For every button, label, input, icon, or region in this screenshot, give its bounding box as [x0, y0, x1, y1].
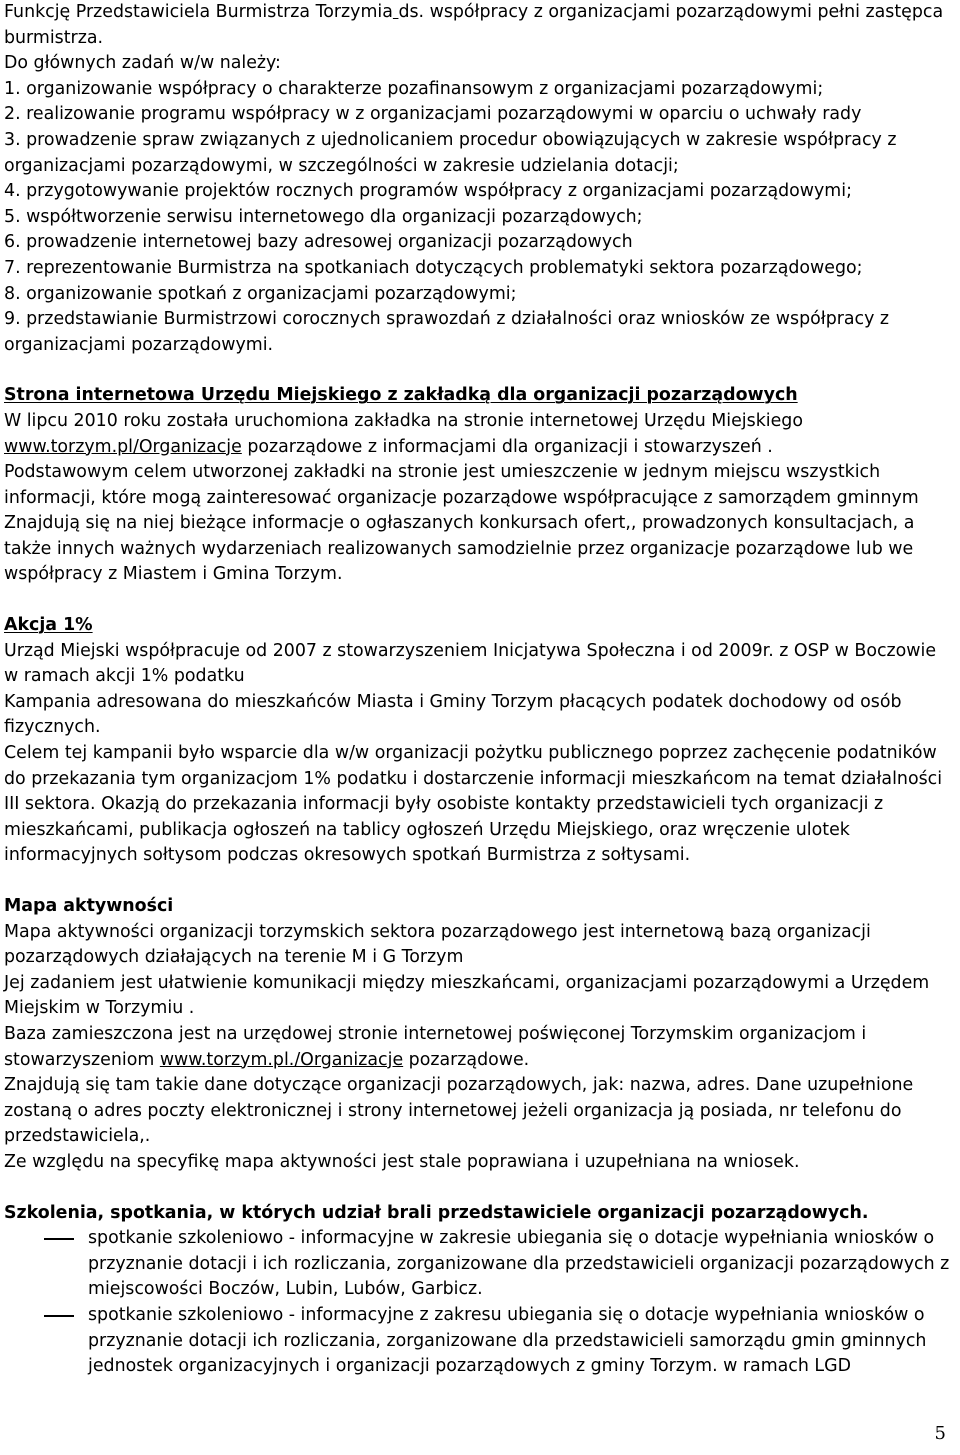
task-item-5: 5. współtworzenie serwisu internetowego dla organizacji pozarządowych;: [4, 206, 643, 227]
dash-bullet-icon: [44, 1238, 74, 1240]
intro-paragraph: [4, 0, 954, 51]
spacer: [4, 358, 954, 383]
mapa-paragraph-2: Jej zadaniem jest ułatwienie komunikacji między mieszkańcami, organizacjami pozarządowymi a Urzędem Miejskim w Torzymiu .: [4, 972, 930, 1019]
akcja-paragraph-3: Celem tej kampanii było wsparcie dla w/w organizacji pożytku publicznego poprzez zachęcenie podatników do przekazania tym organizacjom 1% podatku i dostarczenie informacji mieszkańcom na temat działalności III sektora. Okazją do przekazania informacji były osobiste kontakty przedstawicieli tych organizacji z mieszkańcami, publikacja ogłoszeń na tablicy ogłoszeń Urzędu Miejskiego, oraz wręczenie ulotek informacyjnych sołtysom podczas okresowych spotkań Burmistrza z sołtysami.: [4, 743, 943, 866]
list-item: [4, 1303, 954, 1380]
mapa-paragraph-5: Ze względu na specyfikę mapa aktywności jest stale poprawiana i uzupełniana na wniosek.: [4, 1151, 800, 1172]
task-item-2: 2. realizowanie programu współpracy w z organizacjami pozarządowymi w oparciu o uchwały rady: [4, 104, 862, 125]
list-item-text: spotkanie szkoleniowo - informacyjne z zakresu ubiegania się o dotacje wypełniania wniosków o przyznanie dotacji ich rozliczania, zorganizowane dla przedstawicieli samorządu gmin gminnych jednostek organizacyjnych i organizacji pozarządowych z gminy Torzym. w ramach LGD: [88, 1304, 927, 1377]
website-text-before: W lipcu 2010 roku została uruchomiona zakładka na stronie internetowej Urzędu Miejskiego: [4, 410, 803, 431]
website-section-heading: Strona internetowa Urzędu Miejskiego z zakładką dla organizacji pozarządowych: [4, 385, 798, 406]
website-paragraph-1: [4, 409, 954, 460]
spacer: [4, 869, 954, 894]
akcja-paragraph-2: Kampania adresowana do mieszkańców Miasta i Gminy Torzym płacących podatek dochodowy od osób fizycznych.: [4, 691, 902, 738]
mapa-paragraph-1: Mapa aktywności organizacji torzymskich sektora pozarządowego jest internetową bazą organizacji pozarządowych działających na terenie M i G Torzym: [4, 921, 871, 968]
szkolenia-section-heading: Szkolenia, spotkania, w których udział brali przedstawiciele organizacji pozarządowych.: [4, 1202, 869, 1223]
page-number: 5: [934, 1423, 946, 1445]
document-page: [4, 0, 954, 1380]
task-item-3: 3. prowadzenie spraw związanych z ujednolicaniem procedur obowiązujących w zakresie współpracy z organizacjami pozarządowymi, w szczególności w zakresie udzielania dotacji;: [4, 129, 897, 176]
list-item: [4, 1226, 954, 1303]
website-text-after: pozarządowe z informacjami dla organizacji i stowarzyszeń .: [241, 436, 773, 457]
mapa-section-heading: Mapa aktywności: [4, 896, 174, 916]
akcja-paragraph-1: Urząd Miejski współpracuje od 2007 z stowarzyszeniem Inicjatywa Społeczna i od 2009r. z OSP w Boczowie w ramach akcji 1% podatku: [4, 640, 937, 687]
task-item-1: 1. organizowanie współpracy o charakterze pozafinansowym z organizacjami pozarządowymi;: [4, 78, 824, 99]
website-paragraph-2: Podstawowym celem utworzonej zakładki na stronie jest umieszczenie w jednym miejscu wszystkich informacji, które mogą zainteresować organizacje pozarządowe współpracujące z samorządem gminnym Znajdują się na niej bieżące informacje o ogłaszanych konkursach ofert,, prowadzonych konsultacjach, a także innych ważnych wydarzeniach realizowanych samodzielnie przez organizacje pozarządowe lub we współpracy z Miastem i Gmina Torzym.: [4, 462, 919, 585]
mapa-text-after: pozarządowe.: [403, 1049, 530, 1070]
task-item-4: 4. przygotowywanie projektów rocznych programów współpracy z organizacjami pozarządowymi;: [4, 181, 852, 202]
task-item-6: 6. prowadzenie internetowej bazy adresowej organizacji pozarządowych: [4, 232, 633, 253]
mapa-paragraph-3: [4, 1022, 954, 1073]
intro-text-a: Funkcję Przedstawiciela Burmistrza Torzymia: [4, 2, 393, 22]
task-item-7: 7. reprezentowanie Burmistrza na spotkaniach dotyczących problematyki sektora pozarządowego;: [4, 257, 863, 278]
task-item-9: 9. przedstawianie Burmistrzowi corocznych sprawozdań z działalności oraz wniosków ze współpracy z organizacjami pozarządowymi.: [4, 309, 890, 355]
tasks-intro: Do głównych zadań w/w należy:: [4, 53, 281, 74]
task-item-8: 8. organizowanie spotkań z organizacjami pozarządowymi;: [4, 283, 517, 304]
spacer: [4, 1176, 954, 1201]
list-item-text: spotkanie szkoleniowo - informacyjne w zakresie ubiegania się o dotacje wypełniania wniosków o przyznanie dotacji i ich rozliczania, zorganizowane dla przedstawicieli organizacji pozarządowych z miejscowości Boczów, Lubin, Lubów, Garbicz.: [88, 1228, 950, 1300]
akcja-section-heading: Akcja 1%: [4, 615, 93, 636]
mapa-paragraph-4: Znajdują się tam takie dane dotyczące organizacji pozarządowych, jak: nazwa, adres. Dane uzupełnione zostaną o adres poczty elektronicznej i strony internetowej jeżeli organizacja ją posiada, nr telefonu do przedstawiciela,.: [4, 1075, 914, 1147]
spacer: [4, 588, 954, 613]
mapa-text-before: Baza zamieszczona jest na urzędowej stronie internetowej poświęconej Torzymskim organizacjom i stowarzyszeniom: [4, 1023, 867, 1070]
website-link[interactable]: www.torzym.pl/Organizacje: [4, 436, 242, 457]
intro-text-b: ds. współpracy z organizacjami pozarządowymi pełni zastępca burmistrza.: [4, 2, 944, 48]
dash-bullet-icon: [44, 1315, 74, 1317]
mapa-link[interactable]: www.torzym.pl./Organizacje: [159, 1049, 404, 1070]
